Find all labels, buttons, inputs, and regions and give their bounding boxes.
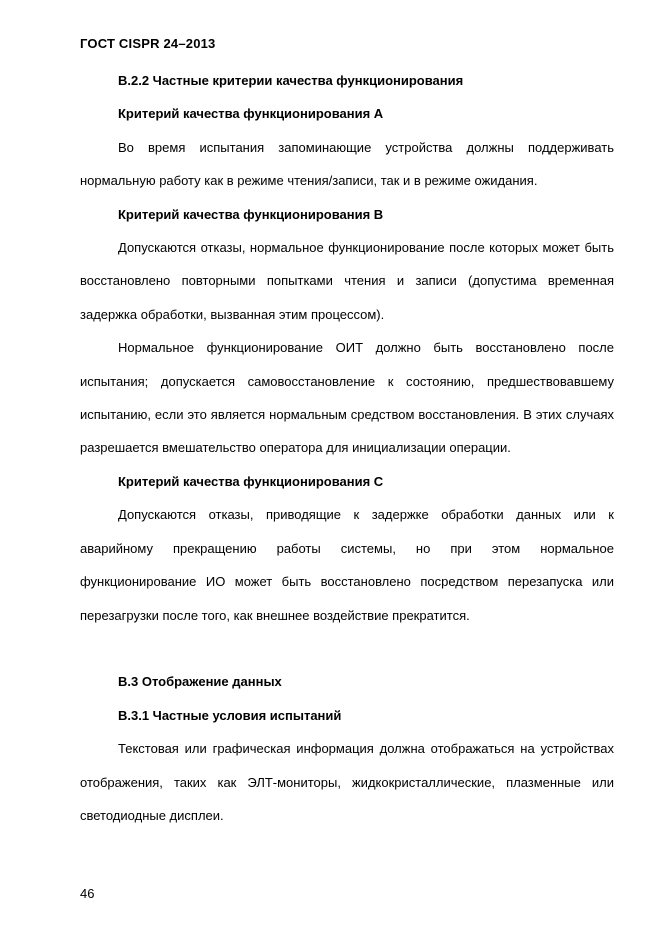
criterion-b-paragraph-1: Допускаются отказы, нормальное функционирование после которых может быть восстановлено повторными попытками чтения и записи (допустима временная задержка обработки, вызванная этим процессом). (80, 240, 614, 322)
criterion-b-heading: Критерий качества функционирования В (118, 206, 384, 222)
section-heading-b3: В.3 Отображение данных (118, 674, 282, 690)
criterion-c-heading: Критерий качества функционирования С (118, 473, 384, 489)
criterion-c-paragraph: Допускаются отказы, приводящие к задержке обработки данных или к аварийному прекращению работы системы, но при этом нормальное функционирование ИО может быть восстановлено посредством перезапуска или перезагрузки после того, как внешнее воздействие прекратится. (80, 507, 614, 623)
display-test-paragraph: Текстовая или графическая информация должна отображаться на устройствах отображения, таких как ЭЛТ-мониторы, жидкокристаллические, плазменные или светодиодные дисплеи. (80, 741, 614, 823)
page-number: 46 (80, 886, 95, 901)
criterion-a-heading: Критерий качества функционирования А (118, 106, 384, 122)
criterion-b-paragraph-2: Нормальное функционирование ОИТ должно быть восстановлено после испытания; допускается самовосстановление к состоянию, предшествовавшему испытанию, если это является нормальным средством восстановления. В этих случаях разрешается вмешательство оператора для инициализации операции. (80, 340, 614, 456)
criterion-a-paragraph: Во время испытания запоминающие устройства должны поддерживать нормальную работу как в режиме чтения/записи, так и в режиме ожидания. (80, 139, 614, 189)
document-body (80, 64, 614, 832)
subsection-heading-b31: В.3.1 Частные условия испытаний (118, 707, 342, 723)
standard-header: ГОСТ CISPR 24–2013 (80, 36, 216, 51)
subsection-heading-b22: В.2.2 Частные критерии качества функционирования (118, 73, 464, 88)
